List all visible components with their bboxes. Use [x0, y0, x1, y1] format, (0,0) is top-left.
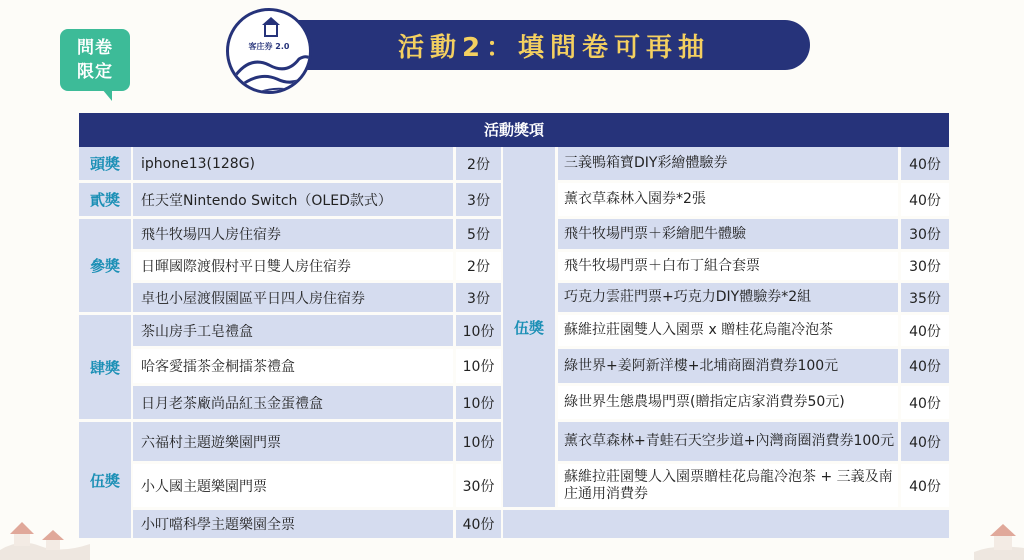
- prize-name: 飛牛牧場門票＋彩繪肥牛體驗: [558, 219, 898, 249]
- prize-name: 哈客愛擂茶金桐擂茶禮盒: [133, 349, 453, 383]
- prize-quantity: 40份: [901, 315, 949, 346]
- prize-quantity: 3份: [456, 283, 501, 312]
- questionnaire-only-badge: [60, 29, 130, 91]
- prize-rank: 肆獎: [79, 315, 131, 419]
- prize-rank: 伍獎: [79, 422, 131, 538]
- prize-quantity: 10份: [456, 349, 501, 383]
- prize-quantity: 10份: [456, 315, 501, 346]
- logo-text: 客庄券 2.0: [248, 42, 290, 51]
- prize-quantity: 2份: [456, 147, 501, 180]
- village-decoration-left: [0, 510, 90, 560]
- prize-quantity: 40份: [901, 386, 949, 419]
- prize-name: 六福村主題遊樂園門票: [133, 422, 453, 461]
- mountain-wave-icon: [229, 49, 312, 94]
- prize-name: 飛牛牧場門票＋白布丁組合套票: [558, 252, 898, 280]
- house-icon: [264, 25, 278, 37]
- prize-rank: 參獎: [79, 219, 131, 312]
- prize-name: 飛牛牧場四人房住宿券: [133, 219, 453, 249]
- prize-name: 蘇維拉莊園雙人入園票贈桂花烏龍冷泡茶 + 三義及南庄通用消費券: [558, 464, 898, 507]
- prize-name: 任天堂Nintendo Switch（OLED款式）: [133, 183, 453, 216]
- prize-quantity: 10份: [456, 422, 501, 461]
- badge-line-2: 限定: [77, 62, 113, 82]
- prize-quantity: 35份: [901, 283, 949, 312]
- prize-quantity: 2份: [456, 252, 501, 280]
- prize-quantity: 30份: [456, 464, 501, 507]
- prize-name: iphone13(128G): [133, 147, 453, 180]
- prize-quantity: 3份: [456, 183, 501, 216]
- empty-cell: [503, 510, 949, 538]
- prize-table-header: 活動獎項: [79, 113, 949, 147]
- prize-name: 卓也小屋渡假園區平日四人房住宿券: [133, 283, 453, 312]
- prize-quantity: 40份: [901, 183, 949, 216]
- prize-quantity: 30份: [901, 252, 949, 280]
- prize-name: 小人國主題樂園門票: [133, 464, 453, 507]
- prize-name: 巧克力雲莊門票+巧克力DIY體驗券*2組: [558, 283, 898, 312]
- village-decoration-right: [974, 510, 1024, 560]
- prize-quantity: 40份: [456, 510, 501, 538]
- prize-quantity: 40份: [901, 422, 949, 461]
- prize-quantity: 5份: [456, 219, 501, 249]
- prize-name: 蘇維拉莊園雙人入園票 x 贈桂花烏龍冷泡茶: [558, 315, 898, 346]
- prize-name: 綠世界+姜阿新洋樓+北埔商圈消費券100元: [558, 349, 898, 383]
- activity-title-banner: [258, 20, 810, 70]
- prize-quantity: 30份: [901, 219, 949, 249]
- prize-table: [79, 113, 949, 536]
- banner-title: 活動2：填問卷可再抽: [397, 32, 711, 63]
- prize-name: 薰衣草森林+青蛙石天空步道+內灣商圈消費券100元: [558, 422, 898, 461]
- prize-name: 茶山房手工皂禮盒: [133, 315, 453, 346]
- prize-name: 日暉國際渡假村平日雙人房住宿券: [133, 252, 453, 280]
- prize-name: 小叮噹科學主題樂園全票: [133, 510, 453, 538]
- prize-rank: 貳獎: [79, 183, 131, 216]
- prize-quantity: 10份: [456, 386, 501, 419]
- prize-quantity: 40份: [901, 147, 949, 180]
- prize-rank: 伍獎: [503, 147, 555, 507]
- prize-quantity: 40份: [901, 349, 949, 383]
- badge-line-1: 問卷: [77, 38, 113, 58]
- prize-name: 薰衣草森林入園券*2張: [558, 183, 898, 216]
- prize-quantity: 40份: [901, 464, 949, 507]
- prize-name: 三義鴨箱寶DIY彩繪體驗券: [558, 147, 898, 180]
- prize-name: 日月老茶廠尚品紅玉金蛋禮盒: [133, 386, 453, 419]
- prize-name: 綠世界生態農場門票(贈指定店家消費券50元): [558, 386, 898, 419]
- prize-table-body: [79, 147, 949, 536]
- hakka-voucher-logo: [226, 8, 312, 94]
- prize-rank: 頭獎: [79, 147, 131, 180]
